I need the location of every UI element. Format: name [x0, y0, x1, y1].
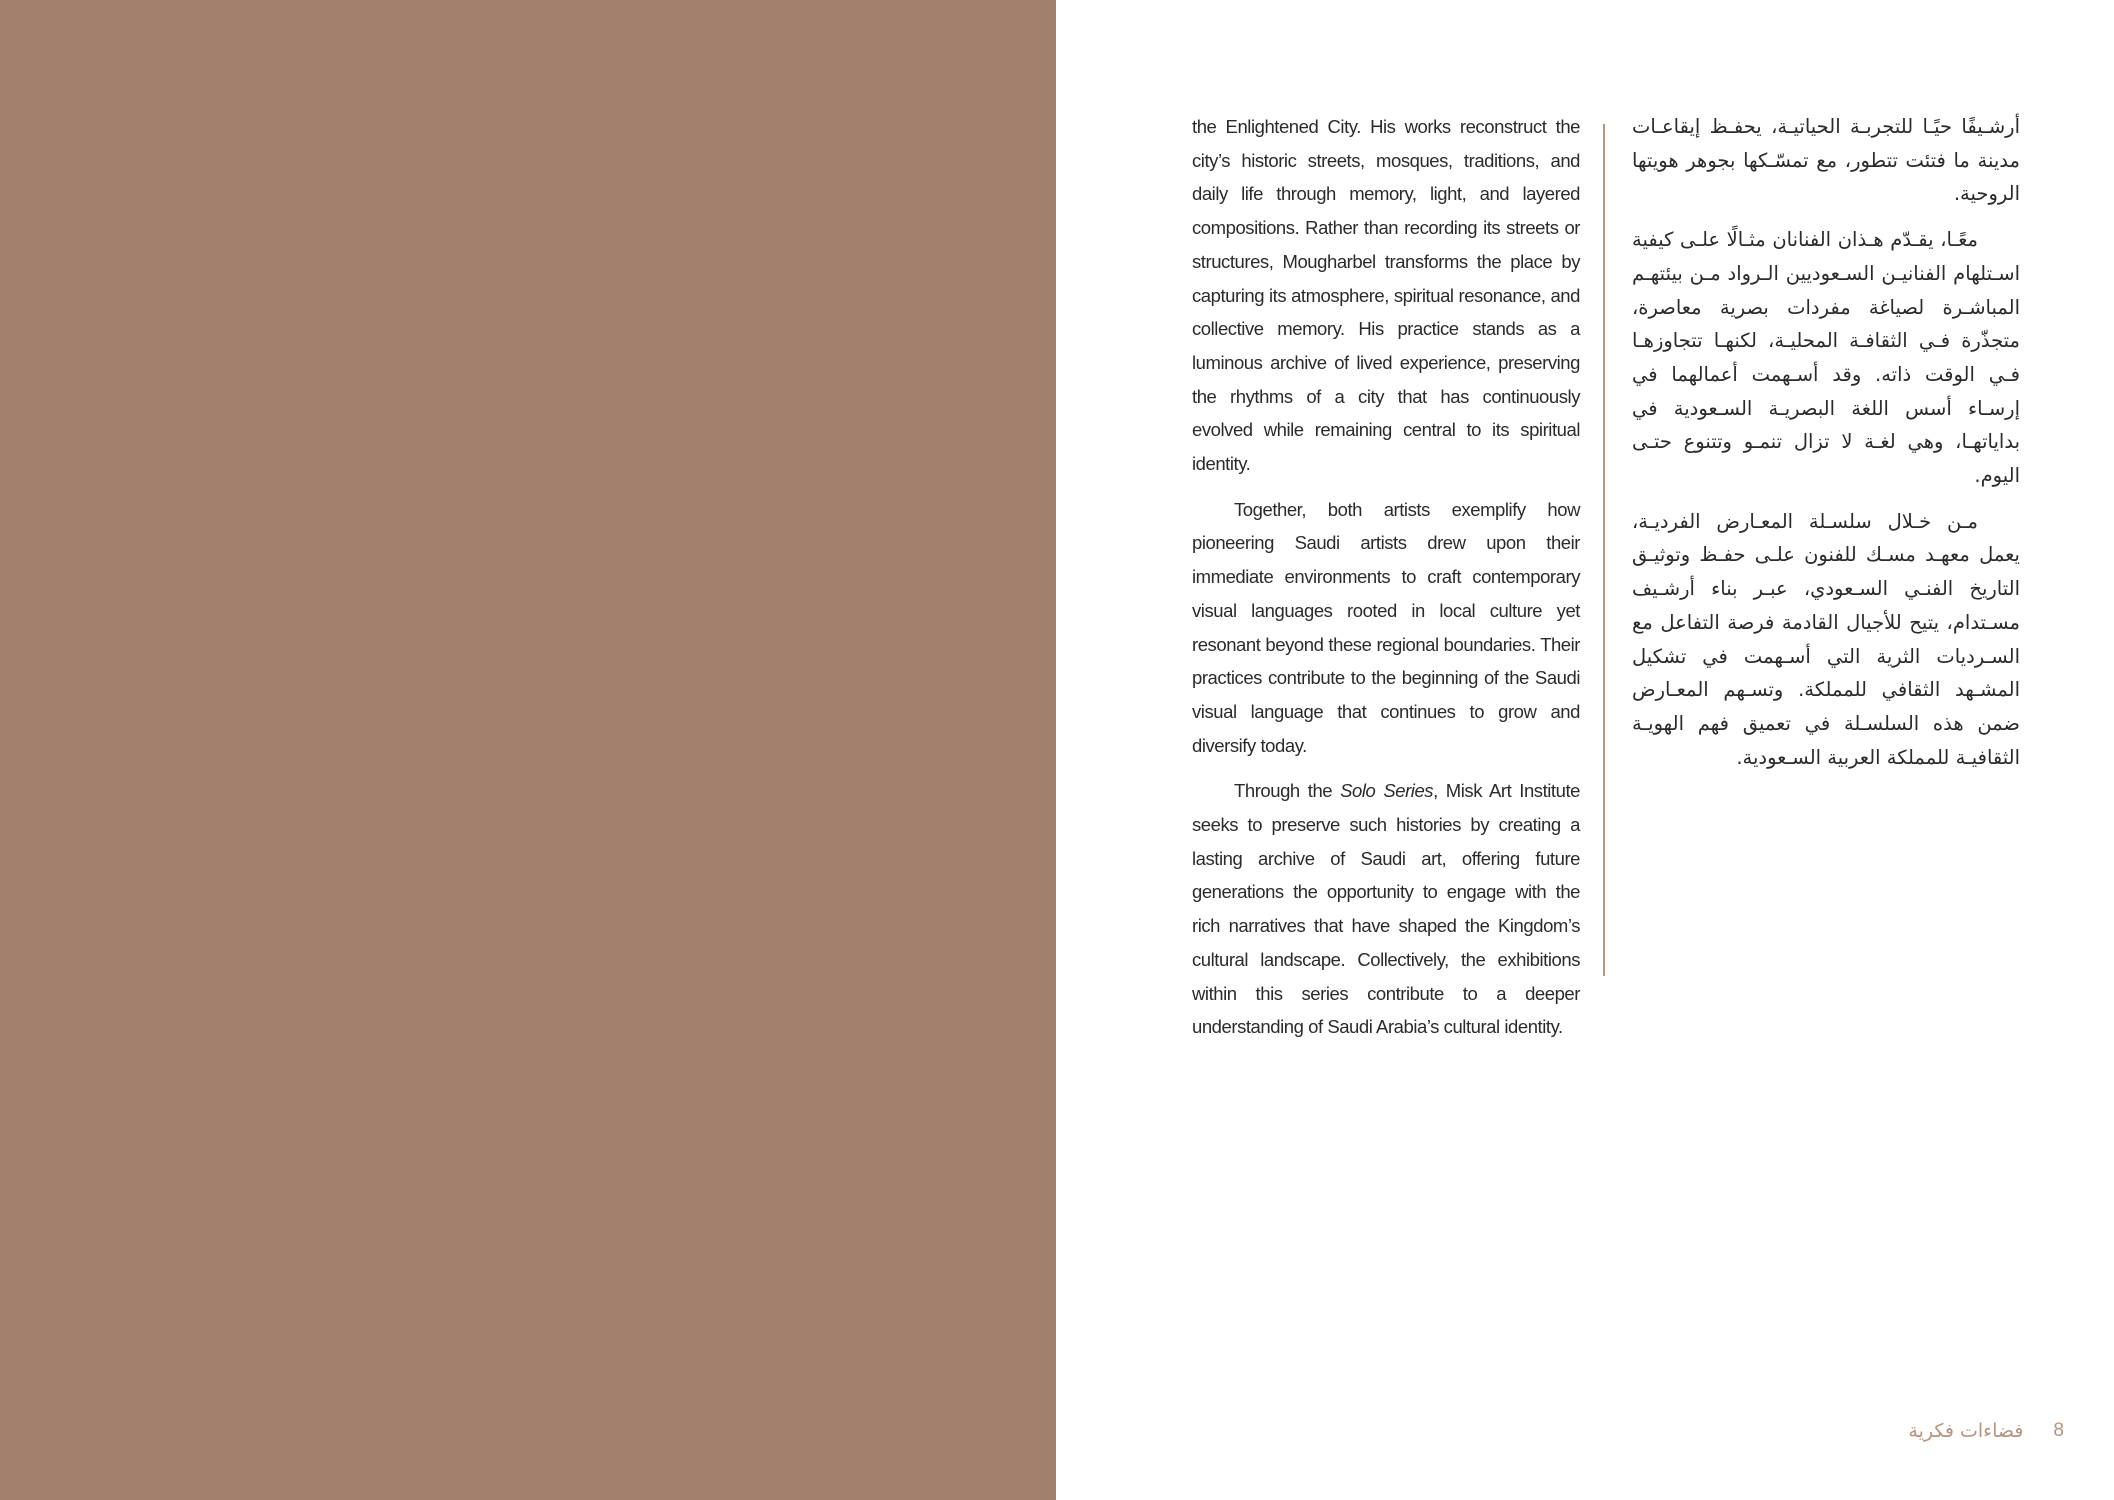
- arabic-text-column: [1632, 110, 2020, 786]
- brown-color-panel: [0, 0, 1056, 1500]
- arabic-paragraph-2: معًـا، يقـدّم هـذان الفنانان مثـالًا علـى كيفية اسـتلهام الفنانيـن السـعوديين الـرواد مـن بيئتهـم المباشـرة لصياغة مفردات بصرية معاصرة، متجذّرة فـي الثقافـة المحليـة، لكنهـا تتجاوزهـا فـي الوقت ذاته. وقد أسـهمت أعمالهما في إرسـاء أسس اللغة البصريـة السـعودية في بداياتهـا، وهي لغـة لا تزال تنمـو وتتنوع حتـى اليوم.: [1632, 228, 2020, 488]
- column-divider: [1603, 124, 1605, 976]
- english-text-column: [1192, 110, 1580, 1056]
- english-paragraph-3-start: Through the: [1234, 780, 1341, 802]
- page-number: 8: [2053, 1420, 2064, 1441]
- english-paragraph-3-rest: , Misk Art Institute seeks to preserve such histories by creating a lasting archive of Saudi art, offering future generations the opportunity to engage with the rich narratives that have shaped the Kingdom’s cultural landscape. Collectively, the exhibitions within this series contribute to a deeper understanding of Saudi Arabia’s cultural identity.: [1192, 780, 1580, 1038]
- english-paragraph-2: Together, both artists exemplify how pioneering Saudi artists drew upon their immediate environments to craft contemporary visual languages rooted in local culture yet resonant beyond these regional boundaries. Their practices contribute to the beginning of the Saudi visual language that continues to grow and diversify today.: [1192, 498, 1580, 756]
- arabic-paragraph-3: مـن خـلال سلسـلة المعـارض الفرديـة، يعمل معهـد مسـك للفنون علـى حفـظ وتوثيـق التاريخ الفنـي السـعودي، عبـر بناء أرشـيف مسـتدام، يتيح للأجيال القادمة فرصة التفاعل مع السـرديات الثرية التي أسـهمت في تشكيل المشـهد الثقافي للمملكة. وتسـهم المعـارض ضمن هذه السلسـلة في تعميق فهم الهويـة الثقافيـة للمملكة العربية السـعودية.: [1632, 509, 2020, 769]
- solo-series-italic: Solo Series: [1340, 780, 1434, 802]
- page-footer: [1908, 1420, 2064, 1442]
- arabic-paragraph-1: أرشـيفًا حيًـا للتجربـة الحياتيـة، يحفـظ إيقاعـات مدينة ما فتئت تتطور، مع تمسّـكها بجوهر هويتها الروحية.: [1632, 115, 2020, 206]
- footer-publication-title: فضاءات فكرية: [1908, 1420, 2024, 1442]
- english-paragraph-3: [1192, 774, 1580, 1044]
- english-paragraph-1: the Enlightened City. His works reconstruct the city’s historic streets, mosques, traditions, and daily life through memory, light, and layered compositions. Rather than recording its streets or structures, Mougharbel transforms the place by capturing its atmosphere, spiritual resonance, and collective memory. His practice stands as a luminous archive of lived experience, preserving the rhythms of a city that has continuously evolved while remaining central to its spiritual identity.: [1192, 116, 1580, 475]
